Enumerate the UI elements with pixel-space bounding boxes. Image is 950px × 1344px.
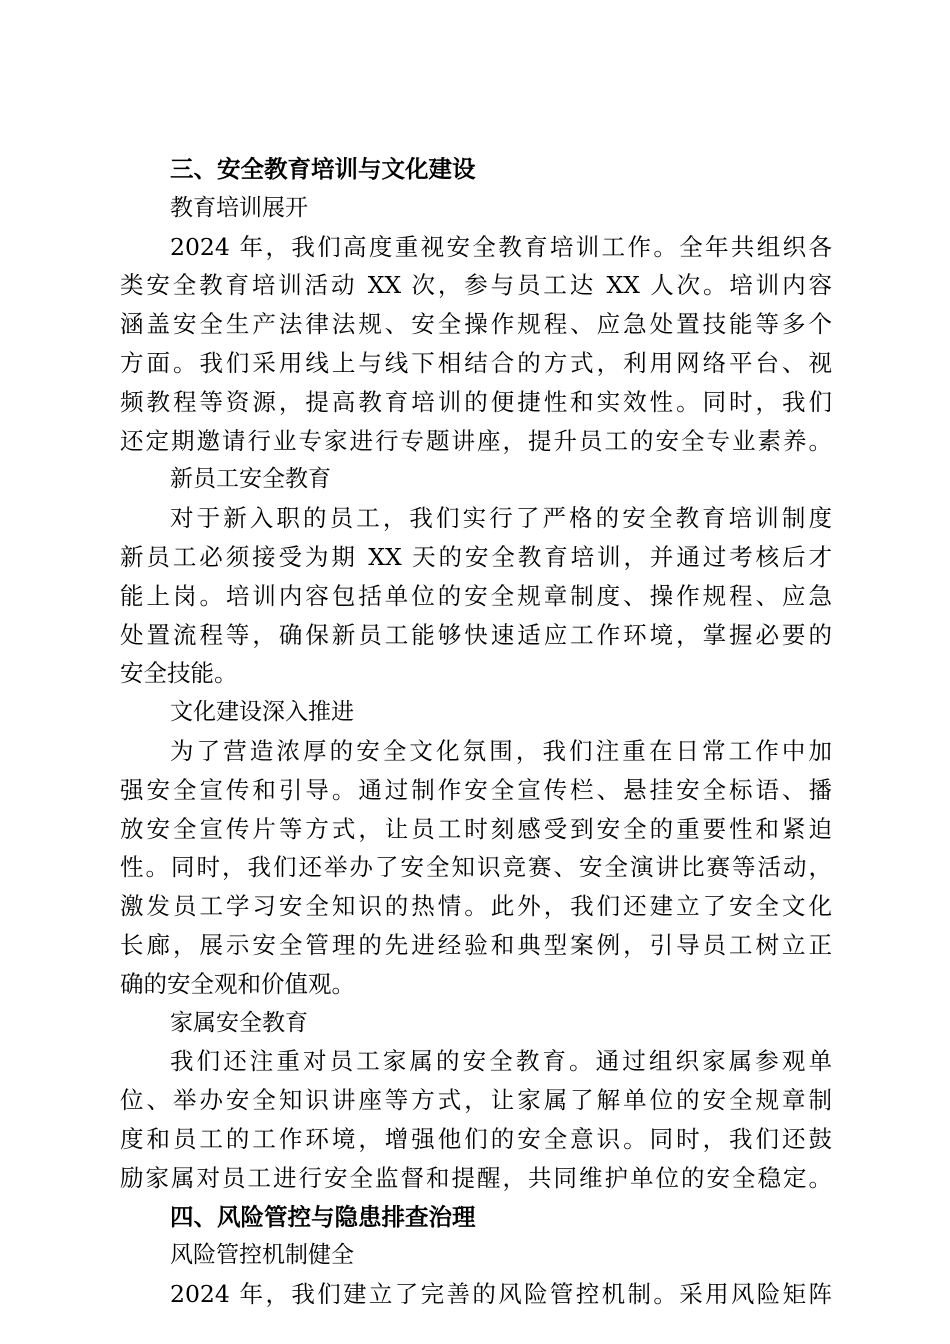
paragraph-line: 确的安全观和价值观。 bbox=[120, 969, 355, 998]
paragraph-line: 新员工必须接受为期 XX 天的安全教育培训，并通过考核后才 bbox=[120, 542, 832, 571]
paragraph-line: 频教程等资源，提高教育培训的便捷性和实效性。同时，我们 bbox=[120, 387, 832, 416]
subheading-risk: 风险管控机制健全 bbox=[170, 1242, 354, 1269]
paragraph-line: 性。同时，我们还举办了安全知识竞赛、安全演讲比赛等活动， bbox=[120, 853, 832, 882]
paragraph-line: 2024 年，我们高度重视安全教育培训工作。全年共组织各 bbox=[170, 232, 832, 261]
paragraph-line: 涵盖安全生产法律法规、安全操作规程、应急处置技能等多个 bbox=[120, 310, 832, 339]
subheading-training: 教育培训展开 bbox=[170, 194, 308, 221]
paragraph-line: 长廊，展示安全管理的先进经验和典型案例，引导员工树立正 bbox=[120, 930, 832, 959]
paragraph-line: 处置流程等，确保新员工能够快速适应工作环境，掌握必要的 bbox=[120, 620, 832, 649]
section-heading-3: 三、安全教育培训与文化建设 bbox=[170, 155, 476, 183]
paragraph-line: 为了营造浓厚的安全文化氛围，我们注重在日常工作中加 bbox=[170, 736, 832, 765]
paragraph-line: 2024 年，我们建立了完善的风险管控机制。采用风险矩阵 bbox=[170, 1280, 832, 1309]
subheading-new-staff: 新员工安全教育 bbox=[170, 466, 331, 493]
paragraph-line: 安全技能。 bbox=[120, 659, 238, 688]
subheading-culture: 文化建设深入推进 bbox=[170, 699, 354, 726]
paragraph-line: 励家属对员工进行安全监督和提醒，共同维护单位的安全稳定。 bbox=[120, 1163, 832, 1192]
paragraph-line: 方面。我们采用线上与线下相结合的方式，利用网络平台、视 bbox=[120, 348, 832, 377]
paragraph-line: 类安全教育培训活动 XX 次，参与员工达 XX 人次。培训内容 bbox=[120, 271, 832, 300]
paragraph-line: 对于新入职的员工，我们实行了严格的安全教育培训制度 bbox=[170, 504, 832, 533]
paragraph-line: 激发员工学习安全知识的热情。此外，我们还建立了安全文化 bbox=[120, 892, 832, 921]
subheading-family: 家属安全教育 bbox=[170, 1009, 308, 1036]
paragraph-line: 我们还注重对员工家属的安全教育。通过组织家属参观单 bbox=[170, 1047, 832, 1076]
paragraph-line: 位、举办安全知识讲座等方式，让家属了解单位的安全规章制 bbox=[120, 1086, 832, 1115]
paragraph-line: 能上岗。培训内容包括单位的安全规章制度、操作规程、应急 bbox=[120, 581, 832, 610]
paragraph-line: 度和员工的工作环境，增强他们的安全意识。同时，我们还鼓 bbox=[120, 1124, 832, 1153]
paragraph-line: 强安全宣传和引导。通过制作安全宣传栏、悬挂安全标语、播 bbox=[120, 775, 832, 804]
paragraph-line: 还定期邀请行业专家进行专题讲座，提升员工的安全专业素养。 bbox=[120, 426, 832, 455]
document-body bbox=[120, 150, 832, 1314]
paragraph-line: 放安全宣传片等方式，让员工时刻感受到安全的重要性和紧迫 bbox=[120, 814, 832, 843]
section-heading-4: 四、风险管控与隐患排查治理 bbox=[170, 1202, 476, 1231]
